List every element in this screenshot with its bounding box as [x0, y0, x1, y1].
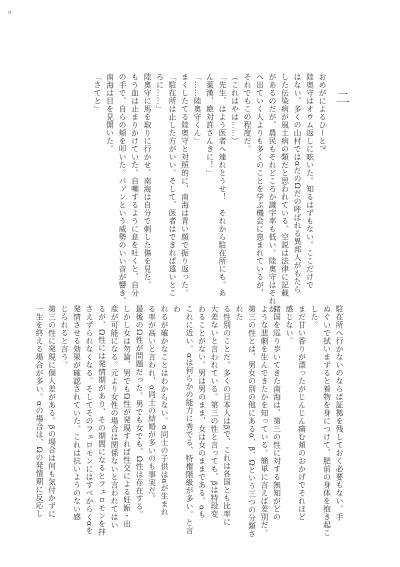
text-column: 第三の性に発現に個人差がある。βの場合は何も気付かずに	[47, 305, 57, 518]
text-column: それでもこの程度だ。	[243, 73, 252, 153]
text-column: おめがによるひーと?	[318, 73, 327, 150]
text-column: 「さてと」	[93, 73, 102, 113]
text-column: これに近い。αは何らかの能力に秀でる、特権階級が多い。と言わ	[172, 305, 194, 535]
text-column: れるが確かなことはわからない。α同士の子供はαが生まれ	[160, 305, 169, 517]
text-column: 大差ないと言われている。第三の性と言っても、βは特段変	[210, 305, 219, 518]
text-column: 一生を終える場合が多い。αの場合は、Ωの発情期に反応し	[35, 305, 44, 518]
lower-text-block	[35, 305, 345, 540]
text-column: 「先生、はよう医者へ連れとうせ！ それから駐在所にも。あ	[218, 73, 227, 297]
text-column: （これはやは……）	[230, 73, 240, 145]
text-column: ん薬漢、絶対許さんきに！」	[205, 73, 215, 177]
text-column: 産が可能になる。元より女性の場合は関係ないと言われてはい	[110, 305, 119, 529]
section-number: 二	[336, 91, 352, 107]
text-column: る率が高いと言われ、α同士の結婚が多いのも事実だ。	[147, 305, 157, 503]
text-column: ぬぐいで拭いまずると着物を身につけて、肥前の身体を抱き起こした。	[310, 305, 332, 537]
text-column: しかし女は勿論、男でもΩ性が発現すれば性交による妊娠・出	[122, 305, 132, 528]
text-column: もう血は止まりかけていた。自嘲するように息を吐くと、自分	[130, 73, 140, 297]
text-column: 南海は目を見開いた。	[105, 73, 115, 153]
text-column: の手で、自らの頬を叩いた。パァンという威勢のいい音が響き、	[118, 73, 127, 305]
text-column: へ出ていく人よりも多くのことを学ぶ機会に恵まれているが、	[255, 73, 265, 297]
text-column: 陸奥守はオウム返しに呟いた。知るはずもない。ここだけで	[305, 73, 315, 289]
text-column: 発情させる効果が確認されていた。これは抗いようのない感	[72, 305, 82, 521]
text-column: じられると言う。	[60, 305, 69, 369]
text-column: さえずられなくなる。そしてそのフェロモンにはすべからくαを	[85, 305, 94, 535]
text-column: 駐在所へ行かないのならば証拠を残しておく必要もない。手	[335, 305, 344, 521]
text-column: まくしたてる陸奥守と対照的に、南海は青い顔で振り返った。	[180, 73, 190, 297]
text-column: 感じない。	[285, 305, 294, 345]
upper-text-block	[52, 73, 328, 318]
text-column: 「……陸奥守くん」	[193, 73, 202, 145]
text-column: まだ甘い香りが漂ったがじんじん痛む頬のおかげでそれほど	[297, 305, 307, 521]
text-column: ろに……」	[155, 73, 165, 113]
page-number: 9	[8, 10, 12, 16]
text-column: わることがない。男は男のまま、女は女のままである。αも	[197, 305, 207, 519]
text-column: 陸奥守に馬を取りに行かせ、南海は自分で刺した傷を見た。	[143, 73, 152, 289]
text-column: ような悲劇を生んできたかを知っている。簡単に言えば差別だ。	[260, 305, 269, 537]
text-column: 第三の性とは、男女の別の他にあるα、β、Ωという三つの分類された	[235, 305, 257, 539]
text-column: 最後のΩ性が問題だった。男でも女でも、Ω性は存在する。	[135, 305, 144, 519]
text-column: 諸国を巡り歩いてきた南海は、第三の性に対する無知がどの	[272, 305, 282, 521]
text-column: した伝染病が風土病の類だと思われている。空説は法律に記載	[280, 73, 290, 297]
text-column: る性別のことだ。多くの日本人はβで、これは各国とも比率に	[222, 305, 232, 526]
text-column: があるのだが、農民もそれどころか識字率も低い。陸奥守はそれが	[268, 73, 277, 313]
text-column: 「駐在所は止した方がいい。そして、医者はできれば遠いとこ	[168, 73, 177, 297]
text-column: はない、多くの山村ではαだのΩだの呼ばれる異邦人がもたら	[293, 73, 302, 294]
text-column: るが、Ω性には発情期があり、その期間になるとフェロモンを拌	[97, 305, 107, 536]
